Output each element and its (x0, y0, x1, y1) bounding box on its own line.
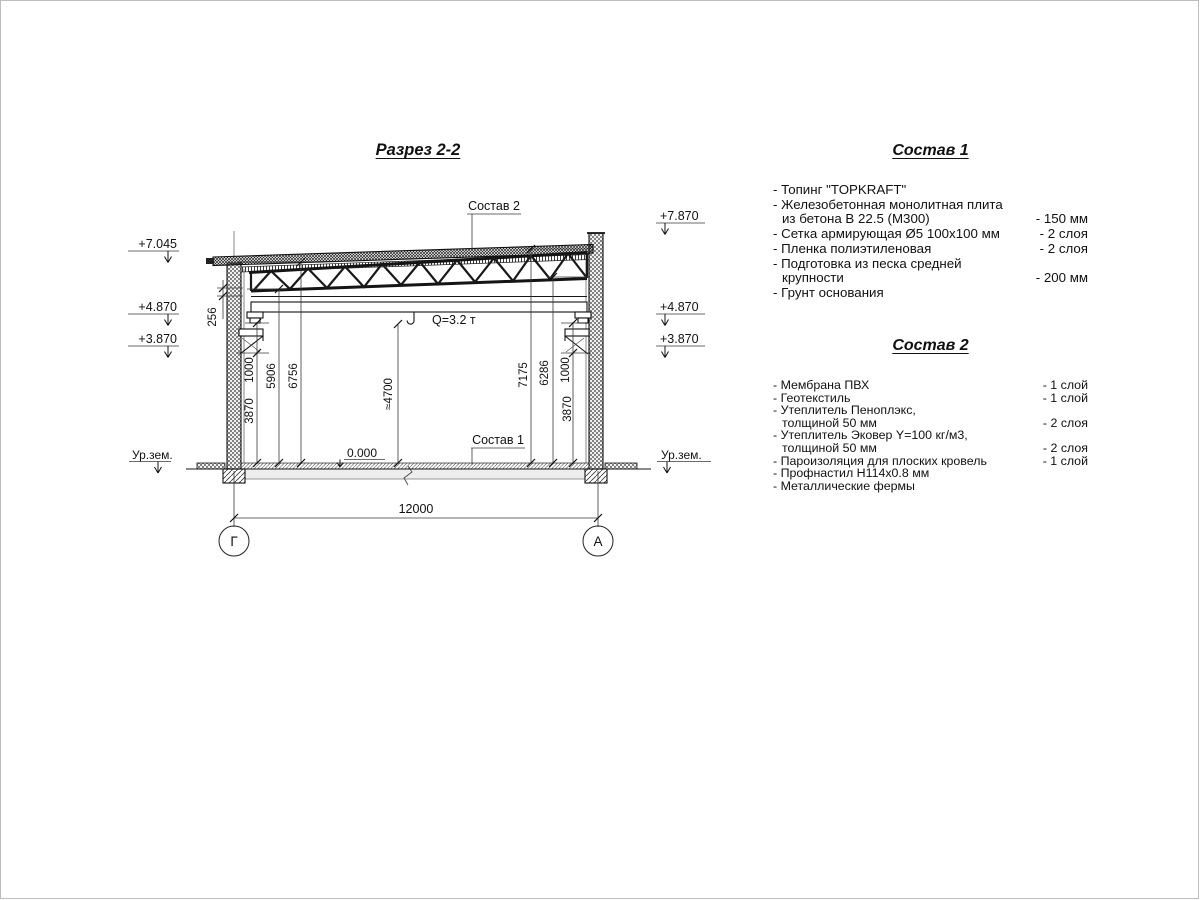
ground-label-left: Ур.зем. (132, 448, 173, 462)
dim-6286: 6286 (539, 360, 551, 386)
elev-left-top: +7.045 (138, 237, 177, 251)
dim-7175: 7175 (518, 362, 530, 388)
elevation-marks-right (656, 209, 711, 473)
sand-bed (245, 469, 585, 479)
dim-1000-right: 1000 (560, 357, 572, 383)
elev-left-mid: +4.870 (138, 300, 177, 314)
spec-row: - Мембрана ПВХ - 1 слой (773, 378, 1088, 392)
spec-row: - Топинг "TOPKRAFT" (773, 182, 907, 197)
crane-capacity-label: Q=3.2 т (432, 313, 476, 327)
dim-5906: 5906 (266, 363, 278, 389)
spec2-title: Состав 2 (892, 337, 969, 354)
elev-left-low: +3.870 (138, 332, 177, 346)
elev-right-mid: +4.870 (660, 300, 699, 314)
roof-edge-cap (206, 258, 214, 264)
spec-row: толщиной 50 мм - 2 слоя (782, 440, 1088, 455)
spec-panel-1 (773, 142, 1088, 301)
axis-label-right: А (593, 534, 603, 549)
dim-3870-left: 3870 (244, 398, 256, 424)
spec-row: - Утеплитель Эковер Y=100 кг/м3, (773, 428, 968, 443)
dim-4700: ≈4700 (383, 378, 395, 410)
callout-floor-assembly: Состав 1 (472, 433, 524, 447)
spec-panel-2 (773, 337, 1088, 492)
section-title: Разрез 2-2 (375, 141, 461, 159)
floor-slab (241, 463, 589, 469)
spec-row: - Металлические фермы (773, 478, 915, 493)
elev-right-top: +7.870 (660, 209, 699, 223)
dim-6756: 6756 (288, 363, 300, 389)
dim-1000-left: 1000 (244, 357, 256, 383)
spec2-rows (773, 379, 1088, 492)
right-wall (589, 233, 603, 469)
spec-row: - Утеплитель Пеноплэкс, (773, 403, 916, 418)
spec-row: - Грунт основания (773, 284, 884, 300)
spec-row: - Подготовка из песка средней (773, 255, 962, 271)
dim-256: 256 (207, 307, 219, 327)
spec-row: - Профнастил Н114х0.8 мм (773, 466, 930, 481)
elev-right-low: +3.870 (660, 332, 699, 346)
spec-row: крупности - 200 мм (782, 270, 1088, 286)
zero-level-label: 0.000 (347, 446, 378, 460)
right-foundation (585, 469, 607, 483)
dim-3870-right: 3870 (562, 396, 574, 422)
spec-row: - Сетка армирующая Ø5 100х100 мм - 2 слоя (773, 226, 1088, 242)
spec-row: толщиной 50 мм - 2 слоя (782, 415, 1088, 430)
spec1-rows (773, 183, 1088, 301)
spec-row: - Железобетонная монолитная плита (773, 196, 1003, 212)
dim-12000: 12000 (398, 502, 434, 516)
left-wall (227, 263, 241, 469)
floor (186, 463, 651, 485)
spec-row: - Геотекстиль - 1 слой (773, 390, 1088, 405)
spec-row: - Пароизоляция для плоских кровель - 1 слой (773, 453, 1088, 468)
callout-roof-assembly: Состав 2 (468, 199, 520, 213)
spec-row: из бетона В 22.5 (М300) - 150 мм (782, 211, 1088, 227)
spec-row: - Пленка полиэтиленовая - 2 слоя (773, 240, 1088, 256)
spec1-title: Состав 1 (892, 142, 969, 159)
left-apron (197, 463, 225, 469)
span-dimension (219, 471, 613, 556)
elevation-marks-left (128, 237, 179, 473)
callouts (337, 199, 525, 467)
right-apron (605, 463, 637, 469)
right-bracket (565, 329, 589, 354)
crane-hook (407, 312, 476, 327)
crane-beam (239, 297, 591, 355)
ground-label-right: Ур.зем. (661, 448, 702, 462)
axis-label-left: Г (230, 534, 238, 549)
